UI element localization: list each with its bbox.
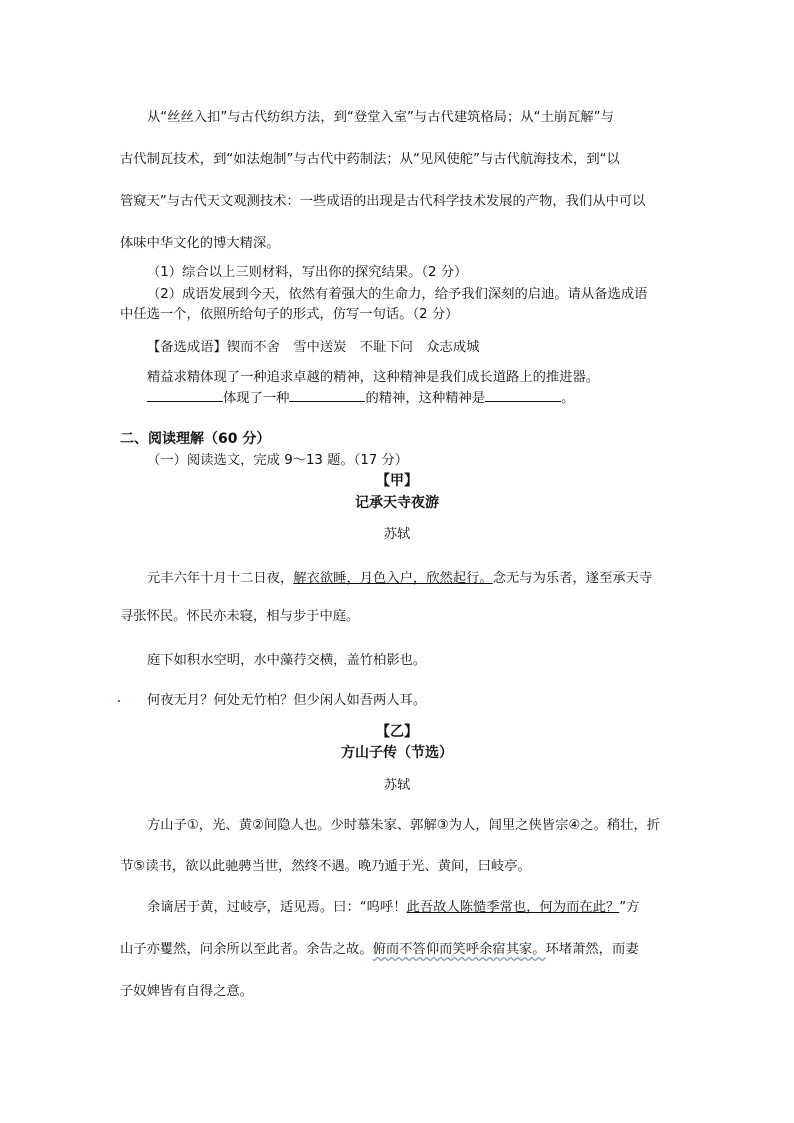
answer-blank-3[interactable] (485, 389, 561, 402)
text-b-para-2-line-3: 子奴婢皆有自得之意。 (120, 984, 253, 999)
question-2-line-2: 中任选一个，依照所给句子的形式，仿写一句话。（2 分） (120, 307, 459, 322)
text-b-para-1-line-2: 节⑤读书，欲以此驰骋当世，然终不遇。晚乃遁于光、黄间，曰岐亭。 (120, 859, 531, 874)
intro-line-4: 体味中华文化的博大精深。 (120, 236, 280, 251)
text-a-para-2: 庭下如积水空明，水中藻荇交横，盖竹柏影也。 (147, 653, 427, 668)
text-b-title: 方山子传（节选） (341, 745, 453, 761)
text-a-label: 【甲】 (376, 473, 418, 489)
wavy-underlined-sentence: 俯而不答仰而笑呼余宿其家。 (372, 942, 546, 957)
intro-line-2: 古代制瓦技术，到“如法炮制”与古代中药制法；从“见风使舵”与古代航海技术，到“以 (120, 152, 620, 167)
text-a-para-1-line-2: 寻张怀民。怀民亦未寝，相与步于中庭。 (120, 609, 360, 624)
text-b-para-1-line-1: 方山子①，光、黄②间隐人也。少时慕朱家、郭解③为人，闾里之侠皆宗④之。稍壮，折 (147, 818, 661, 833)
intro-line-3: 管窥天”与古代天文观测技术：一些成语的出现是古代科学技术发展的产物，我们从中可以 (120, 194, 646, 209)
margin-dot-marker (118, 700, 120, 702)
text-a-para-1-line-1: 元丰六年十月十二日夜，解衣欲睡，月色入户，欣然起行。念无与为乐者，遂至承天寺 (147, 571, 653, 586)
answer-blank-1[interactable] (147, 389, 223, 402)
text-a-author: 苏轼 (383, 527, 411, 542)
text-b-para-2-line-1: 余谪居于黄，过岐亭，适见焉。曰：“呜呼！此吾故人陈慥季常也，何为而在此？”方 (147, 900, 640, 915)
underlined-quote: 此吾故人陈慥季常也，何为而在此？ (406, 900, 620, 915)
text-b-author: 苏轼 (383, 778, 411, 793)
section-2-heading: 二、阅读理解（60 分） (120, 431, 271, 447)
text-b-label: 【乙】 (376, 724, 418, 740)
answer-blank-2[interactable] (289, 389, 365, 402)
text-a-title: 记承天寺夜游 (355, 495, 439, 511)
intro-line-1: 从“丝丝入扣”与古代纺织方法，到“登堂入室”与古代建筑格局；从“土崩瓦解”与 (147, 110, 614, 125)
question-1: （1）综合以上三则材料，写出你的探究结果。（2 分） (147, 265, 468, 280)
question-2-line-1: （2）成语发展到今天，依然有着强大的生命力，给予我们深刻的启迪。请从备选成语 (147, 287, 648, 302)
example-sentence: 精益求精体现了一种追求卓越的精神，这种精神是我们成长道路上的推进器。 (147, 370, 600, 385)
underlined-phrase: 解衣欲睡，月色入户，欣然起行。 (293, 571, 493, 586)
text-a-para-3: 何夜无月？何处无竹柏？但少闲人如吾两人耳。 (147, 693, 427, 708)
idiom-options: 【备选成语】锲而不舍 雪中送炭 不耻下问 众志成城 (147, 340, 480, 355)
fill-in-line: 体现了一种 的精神，这种精神是 。 (147, 389, 574, 408)
section-2-subheading: （一）阅读选文，完成 9～13 题。（17 分） (147, 453, 409, 468)
text-b-para-2-line-2: 山子亦矍然，问余所以至此者。余告之故。俯而不答仰而笑呼余宿其家。环堵萧然，而妻 (120, 942, 639, 957)
